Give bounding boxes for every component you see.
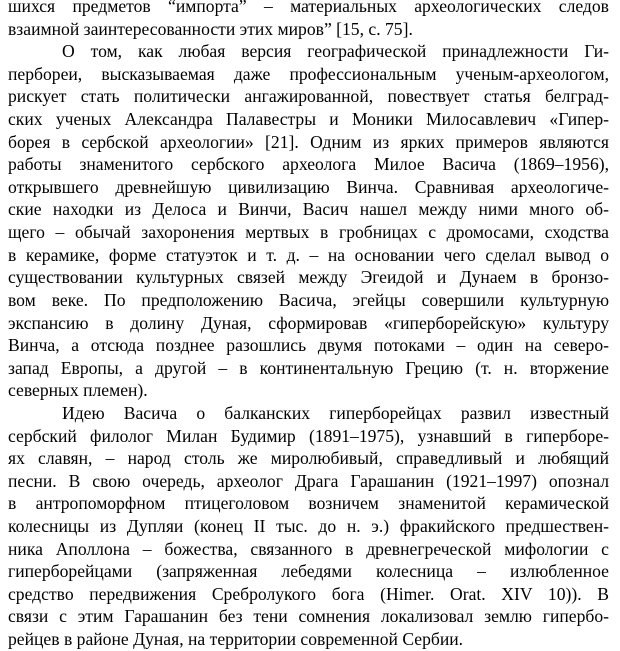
paragraph-first-line: Идею Васича о балканских гиперборейцах развил известный <box>62 403 609 423</box>
text-line: сербский филолог Милан Будимир (1891–1975), узнавший в гиперборе- <box>8 426 609 446</box>
text-line: в антропоморфном птицеголовом возничем знаменитой керамической <box>8 493 609 513</box>
text-line: ских ученых Александра Палавестры и Моники Милосавлевич «Гипер- <box>8 109 609 129</box>
text-line: гиперборейцами (запряженная лебедями колесница – излюбленное <box>8 561 609 581</box>
text-line: пербореи, высказываемая даже профессиональным ученым-археологом, <box>8 64 609 84</box>
text-line: ях славян, – народ столь же миролюбивый, справедливый и любящий <box>8 448 609 468</box>
text-line: рискует стать политически ангажированной, повествует статья белград- <box>8 86 609 106</box>
text-line: шихся предметов “импорта” – материальных археологических следов <box>8 0 609 16</box>
text-line: колесницы из Дупляи (конец II тыс. до н. э.) фракийского предшествен- <box>8 516 609 536</box>
text-line: средство передвижения Сребролукого бога (Himer. Orat. XIV 10)). В <box>8 584 609 604</box>
text-line: борея в сербской археологии» [21]. Одним из ярких примеров являются <box>8 132 609 152</box>
text-line: ские находки из Делоса и Винчи, Васич нашел между ними много об- <box>8 199 609 219</box>
text-line: открывшего древнейшую цивилизацию Винча. Сравнивая археологиче- <box>8 177 609 197</box>
text-line: ника Аполлона – божества, связанного в древнегреческой мифологии с <box>8 539 609 559</box>
text-line: песни. В свою очередь, археолог Драга Гарашанин (1921–1997) опознал <box>8 471 609 491</box>
paragraph-first-line: О том, как любая версия географической принадлежности Ги- <box>62 41 609 61</box>
text-line: щего – обычай захоронения мертвых в гробницах с дромосами, сходства <box>8 222 609 242</box>
text-line: рейцев в районе Дуная, на территории современной Сербии. <box>8 629 464 649</box>
text-line: работы знаменитого сербского археолога Милое Васича (1869–1956), <box>8 154 609 174</box>
text-line: экспансию в долину Дуная, сформировав «гиперборейскую» культуру <box>8 313 609 333</box>
text-line: запад Европы, а другой – в континентальную Грецию (т. н. вторжение <box>8 358 609 378</box>
text-line: вом веке. По предположению Васича, эгейцы совершили культурную <box>8 290 609 310</box>
text-line: существовании культурных связей между Эгеидой и Дунаем в бронзо- <box>8 267 609 287</box>
text-line: северных племен). <box>8 380 148 400</box>
text-line: Винча, а отсюда позднее разошлись двумя потоками – один на северо- <box>8 335 609 355</box>
text-line: взаимной заинтересованности этих миров” [15, с. 75]. <box>8 19 413 39</box>
text-line: в керамике, форме статуэток и т. д. – на основании чего сделал вывод о <box>8 245 609 265</box>
text-line: связи с этим Гарашанин без тени сомнения локализовал землю гипербо- <box>8 606 609 626</box>
